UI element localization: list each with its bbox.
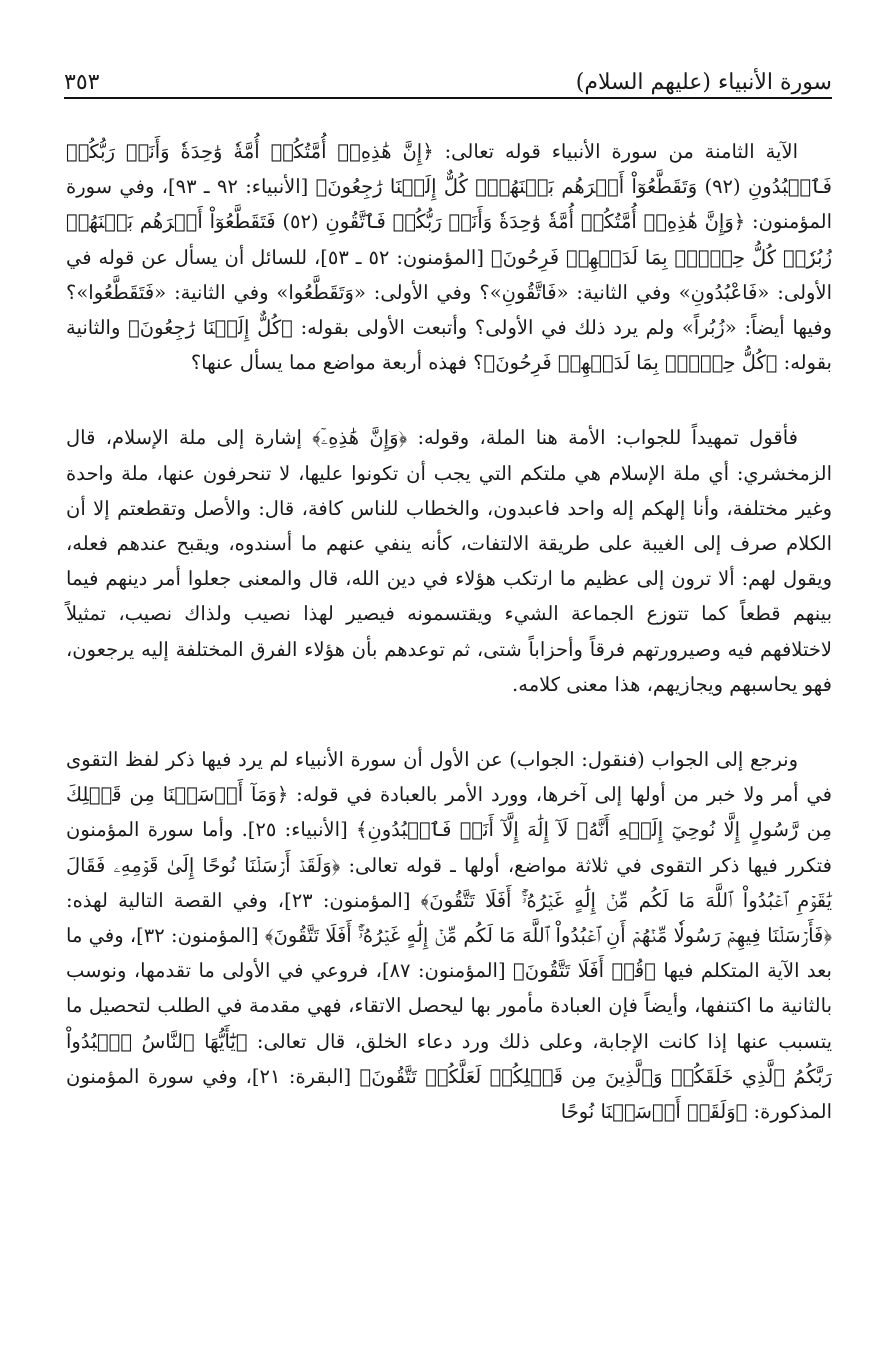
page-header <box>64 52 832 98</box>
header-rule <box>64 97 832 99</box>
paragraph-question: الآية الثامنة من سورة الأنبياء قوله تعالى: ﴿إِنَّ هَٰذِهِۦٓ أُمَّتُكُمۡ أُمَّةٗ وَٰحِدَةٗ وَأَنَا۠ رَبُّكُمۡ فَٱعۡبُدُونِ (٩٢) وَتَقَطَّعُوٓاْ أَمۡرَهُم بَيۡنَهُمۡۖ كُلٌّ إِلَيۡنَا رَٰجِعُونَ﴾ [الأنبياء: ٩٢ ـ ٩٣]، وفي سورة المؤمنون: ﴿وَإِنَّ هَٰذِهِۦٓ أُمَّتُكُمۡ أُمَّةٗ وَٰحِدَةٗ وَأَنَا۠ رَبُّكُمۡ فَٱتَّقُونِ (٥٢) فَتَقَطَّعُوٓاْ أَمۡرَهُم بَيۡنَهُمۡ زُبُرٗاۖ كُلُّ حِزۡبِۢ بِمَا لَدَيۡهِمۡ فَرِحُونَ﴾ [المؤمنون: ٥٢ ـ ٥٣]، للسائل أن يسأل عن قوله في الأولى: «فَاعْبُدُونِ» وفي الثانية: «فَاتَّقُونِ»؟ وفي الأولى: «وَتَقَطَّعُوا» وفي الثانية: «فَتَقَطَّعُوا»؟ وفيها أيضاً: «زُبُراً» ولم يرد ذلك في الأولى؟ وأتبعت الأولى بقوله: ﴿كُلٌّ إِلَيۡنَا رَٰجِعُونَ﴾ والثانية بقوله: ﴿كُلُّ حِزۡبِۢ بِمَا لَدَيۡهِمۡ فَرِحُونَ﴾؟ فهذه أربعة مواضع مما يسأل عنها؟ <box>66 140 833 375</box>
paragraph-gap <box>66 702 832 742</box>
page-number: ٣٥٣ <box>64 70 100 95</box>
running-title: سورة الأنبياء (عليهم السلام) <box>575 70 832 95</box>
body-text <box>66 134 832 1129</box>
paragraph-preface: فأقول تمهيداً للجواب: الأمة هنا الملة، وقوله: ﴿وَإِنَّ هَٰذِهِۦٓ﴾ إشارة إلى ملة الإسلام، قال الزمخشري: أي ملة الإسلام هي ملتكم التي يجب أن تكونوا عليها، لا تنحرفون عنها، ملة واحدة وغير مختلفة، وأنا إلهكم إله واحد فاعبدون، والخطاب للناس كافة، قال: والأصل وتقطعتم إلا أن الكلام صرف إلى الغيبة على طريقة الالتفات، كأنه ينفي عنهم ما أسندوه، ويقبح عندهم فعله، ويقول لهم: ألا ترون إلى عظيم ما ارتكب هؤلاء في دين الله، قال والمعنى جعلوا أمر دينهم فيما بينهم قطعاً كما تتوزع الجماعة الشيء ويقتسمونه فيصير لهذا نصيب ولذاك نصيب، تمثيلاً لاختلافهم فيه وصيرورتهم فرقاً وأحزاباً شتى، ثم توعدهم بأن هؤلاء الفرق المختلفة إليه يرجعون، فهو يحاسبهم ويجازيهم، هذا معنى كلامه. <box>66 426 832 696</box>
paragraph-gap <box>66 380 832 420</box>
paragraph-answer: ونرجع إلى الجواب (فنقول: الجواب) عن الأول أن سورة الأنبياء لم يرد فيها ذكر لفظ التقوى في أمر ولا خبر من أولها إلى آخرها، وورد الأمر بالعبادة في قوله: ﴿وَمَآ أَرۡسَلۡنَا مِن قَبۡلِكَ مِن رَّسُولٍ إِلَّا نُوحِيٓ إِلَيۡهِ أَنَّهُۥ لَآ إِلَٰهَ إِلَّآ أَنَا۠ فَٱعۡبُدُونِ﴾ [الأنبياء: ٢٥]. وأما سورة المؤمنون فتكرر فيها ذكر التقوى في ثلاثة مواضع، أولها ـ قوله تعالى: ﴿وَلَقَدۡ أَرۡسَلۡنَا نُوحًا إِلَىٰ قَوۡمِهِۦ فَقَالَ يَٰقَوۡمِ ٱعۡبُدُواْ ٱللَّهَ مَا لَكُم مِّنۡ إِلَٰهٍ غَيۡرُهُۥٓۚ أَفَلَا تَتَّقُونَ﴾ [المؤمنون: ٢٣]، وفي القصة التالية لهذه: ﴿فَأَرۡسَلۡنَا فِيهِمۡ رَسُولٗا مِّنۡهُمۡ أَنِ ٱعۡبُدُواْ ٱللَّهَ مَا لَكُم مِّنۡ إِلَٰهٍ غَيۡرُهُۥٓۚ أَفَلَا تَتَّقُونَ﴾ [المؤمنون: ٣٢]، وفي ما بعد الآية المتكلم فيها ﴿قُلۡ أَفَلَا تَتَّقُونَ﴾ [المؤمنون: ٨٧]، فروعي في الأولى ما تقدمها، ونوسب بالثانية ما اكتنفها، وأيضاً فإن العبادة مأمور بها ليحصل الاتقاء، فهي مقدمة في الطلب لتحصيل ما يتسبب عنها إذا كانت الإجابة، وعلى ذلك ورد دعاء الخلق، قال تعالى: ﴿يَٰٓأَيُّهَا ٱلنَّاسُ ٱعۡبُدُواْ رَبَّكُمُ ٱلَّذِي خَلَقَكُمۡ وَٱلَّذِينَ مِن قَبۡلِكُمۡ لَعَلَّكُمۡ تَتَّقُونَ﴾ [البقرة: ٢١]، وفي سورة المؤمنون المذكورة: ﴿وَلَقَدۡ أَرۡسَلۡنَا نُوحًا <box>66 748 832 1124</box>
